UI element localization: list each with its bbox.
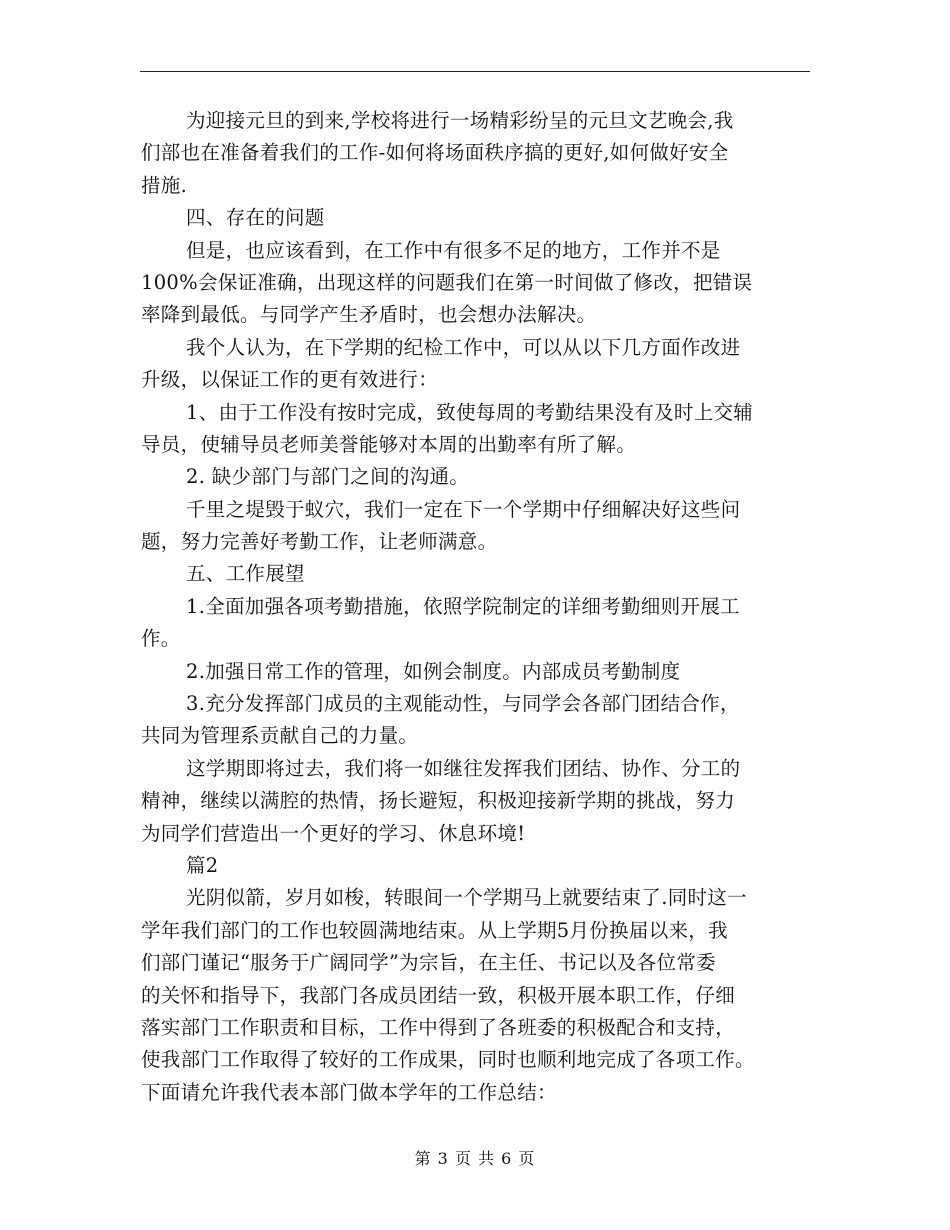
text-line: 为同学们营造出一个更好的学习、休息环境! <box>141 821 526 845</box>
text-line: 下面请允许我代表本部门做本学年的工作总结： <box>141 1080 557 1104</box>
header-rule <box>140 71 810 72</box>
text-line: 率降到最低。与同学产生矛盾时，也会想办法解决。 <box>141 303 597 327</box>
text-line: 2. 缺少部门与部门之间的沟通。 <box>186 465 470 489</box>
text-line: 我个人认为，在下学期的纪检工作中，可以从以下几方面作改进 <box>186 335 741 359</box>
page-footer: 第 3 页 共 6 页 <box>414 1149 536 1168</box>
text-line: 措施. <box>141 173 188 197</box>
text-line: 落实部门工作职责和目标，工作中得到了各班委的积极配合和支持， <box>141 1015 736 1039</box>
text-line: 学年我们部门的工作也较圆满地结束。从上学期5月份换届以来，我 <box>141 918 728 942</box>
text-line: 光阴似箭，岁月如梭，转眼间一个学期马上就要结束了.同时这一 <box>186 886 747 910</box>
text-line: 们部门谨记“服务于广阔同学”为宗旨，在主任、书记以及各位常委 <box>141 951 716 975</box>
text-line: 千里之堤毁于蚁穴，我们一定在下一个学期中仔细解决好这些问 <box>186 497 741 521</box>
text-line: 2.加强日常工作的管理，如例会制度。内部成员考勤制度 <box>186 659 681 683</box>
text-line: 100%会保证准确，出现这样的问题我们在第一时间做了修改，把错误 <box>141 270 753 294</box>
text-line: 这学期即将过去，我们将一如继往发挥我们团结、协作、分工的 <box>186 756 741 780</box>
text-line: 们部也在准备着我们的工作-如何将场面秩序搞的更好,如何做好安全 <box>141 141 729 165</box>
text-line: 题，努力完善好考勤工作，让老师满意。 <box>141 530 498 554</box>
text-line: 导员，使辅导员老师美誉能够对本周的出勤率有所了解。 <box>141 432 637 456</box>
text-line: 使我部门工作取得了较好的工作成果，同时也顺利地完成了各项工作。 <box>141 1048 755 1072</box>
text-line: 五、工作展望 <box>186 562 305 586</box>
text-line: 四、存在的问题 <box>186 206 325 230</box>
text-line: 的关怀和指导下，我部门各成员团结一致，积极开展本职工作，仔细 <box>141 983 736 1007</box>
text-line: 1.全面加强各项考勤措施，依照学院制定的详细考勤细则开展工 <box>186 594 740 618</box>
document-body <box>141 105 809 1109</box>
text-line: 精神，继续以满腔的热情，扬长避短，积极迎接新学期的挑战，努力 <box>141 789 736 813</box>
text-line: 1、由于工作没有按时完成，致使每周的考勤结果没有及时上交辅 <box>186 400 754 424</box>
text-line: 作。 <box>141 627 181 651</box>
text-line: 篇2 <box>186 853 219 877</box>
text-line: 升级，以保证工作的更有效进行： <box>141 368 439 392</box>
text-line: 3.充分发挥部门成员的主观能动性，与同学会各部门团结合作， <box>186 692 740 716</box>
text-line: 为迎接元旦的到来,学校将进行一场精彩纷呈的元旦文艺晚会,我 <box>186 109 734 132</box>
text-line: 共同为管理系贡献自己的力量。 <box>141 724 419 748</box>
text-line: 但是，也应该看到，在工作中有很多不足的地方，工作并不是 <box>186 238 721 262</box>
